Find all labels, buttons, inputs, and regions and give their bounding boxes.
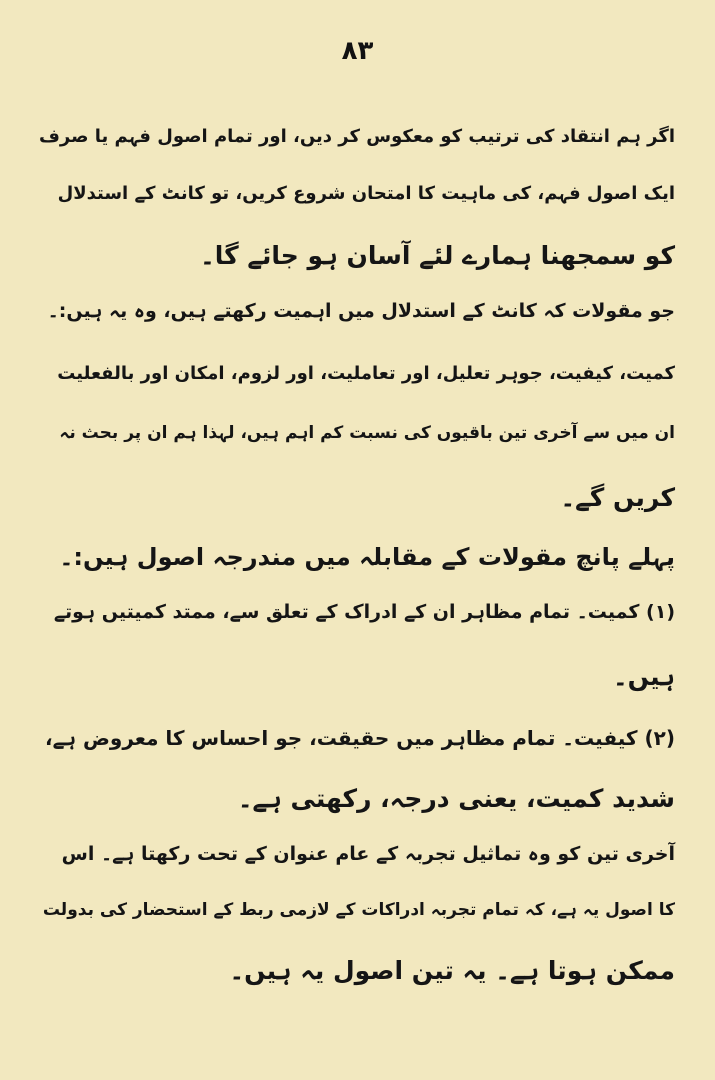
text-line: آخری تین کو وہ تماثیل تجربہ کے عام عنوان کے تحت رکھتا ہے۔ اس — [61, 843, 675, 865]
text-line: کمیت، کیفیت، جوہر تعلیل، اور تعاملیت، اور لزوم، امکان اور بالفعلیت — [57, 363, 675, 384]
text-line: شدید کمیت، یعنی درجہ، رکھتی ہے۔ — [237, 784, 675, 813]
text-line: ایک اصول فہم، کی ماہیت کا امتحان شروع کریں، تو کانٹ کے استدلال — [57, 183, 675, 204]
text-line: ان میں سے آخری تین باقیوں کی نسبت کم اہم ہیں، لہذا ہم ان پر بحث نہ — [59, 423, 675, 443]
text-line: پہلے پانچ مقولات کے مقابلہ میں مندرجہ اصول ہیں:۔ — [59, 543, 675, 571]
text-line: کا اصول یہ ہے، کہ تمام تجربہ ادراکات کے لازمی ربط کے استحضار کی بدولت — [42, 900, 675, 920]
text-line: (۲) کیفیت۔ تمام مظاہر میں حقیقت، جو احساس کا معروض ہے، — [45, 726, 675, 750]
text-line: ہیں۔ — [613, 662, 675, 691]
text-line: ممکن ہوتا ہے۔ یہ تین اصول یہ ہیں۔ — [229, 956, 675, 985]
text-line: جو مقولات کہ کانٹ کے استدلال میں اہمیت رکھتے ہیں، وہ یہ ہیں:۔ — [47, 300, 675, 322]
text-line: کریں گے۔ — [560, 483, 675, 512]
text-line: اگر ہم انتقاد کی ترتیب کو معکوس کر دیں، اور تمام اصول فہم یا صرف — [38, 126, 675, 147]
page-number: ۸۳ — [341, 36, 374, 66]
text-line: (۱) کمیت۔ تمام مظاہر ان کے ادراک کے تعلق سے، ممتد کمیتیں ہوتے — [53, 601, 675, 623]
text-line: کو سمجھنا ہمارے لئے آسان ہو جائے گا۔ — [200, 241, 675, 270]
